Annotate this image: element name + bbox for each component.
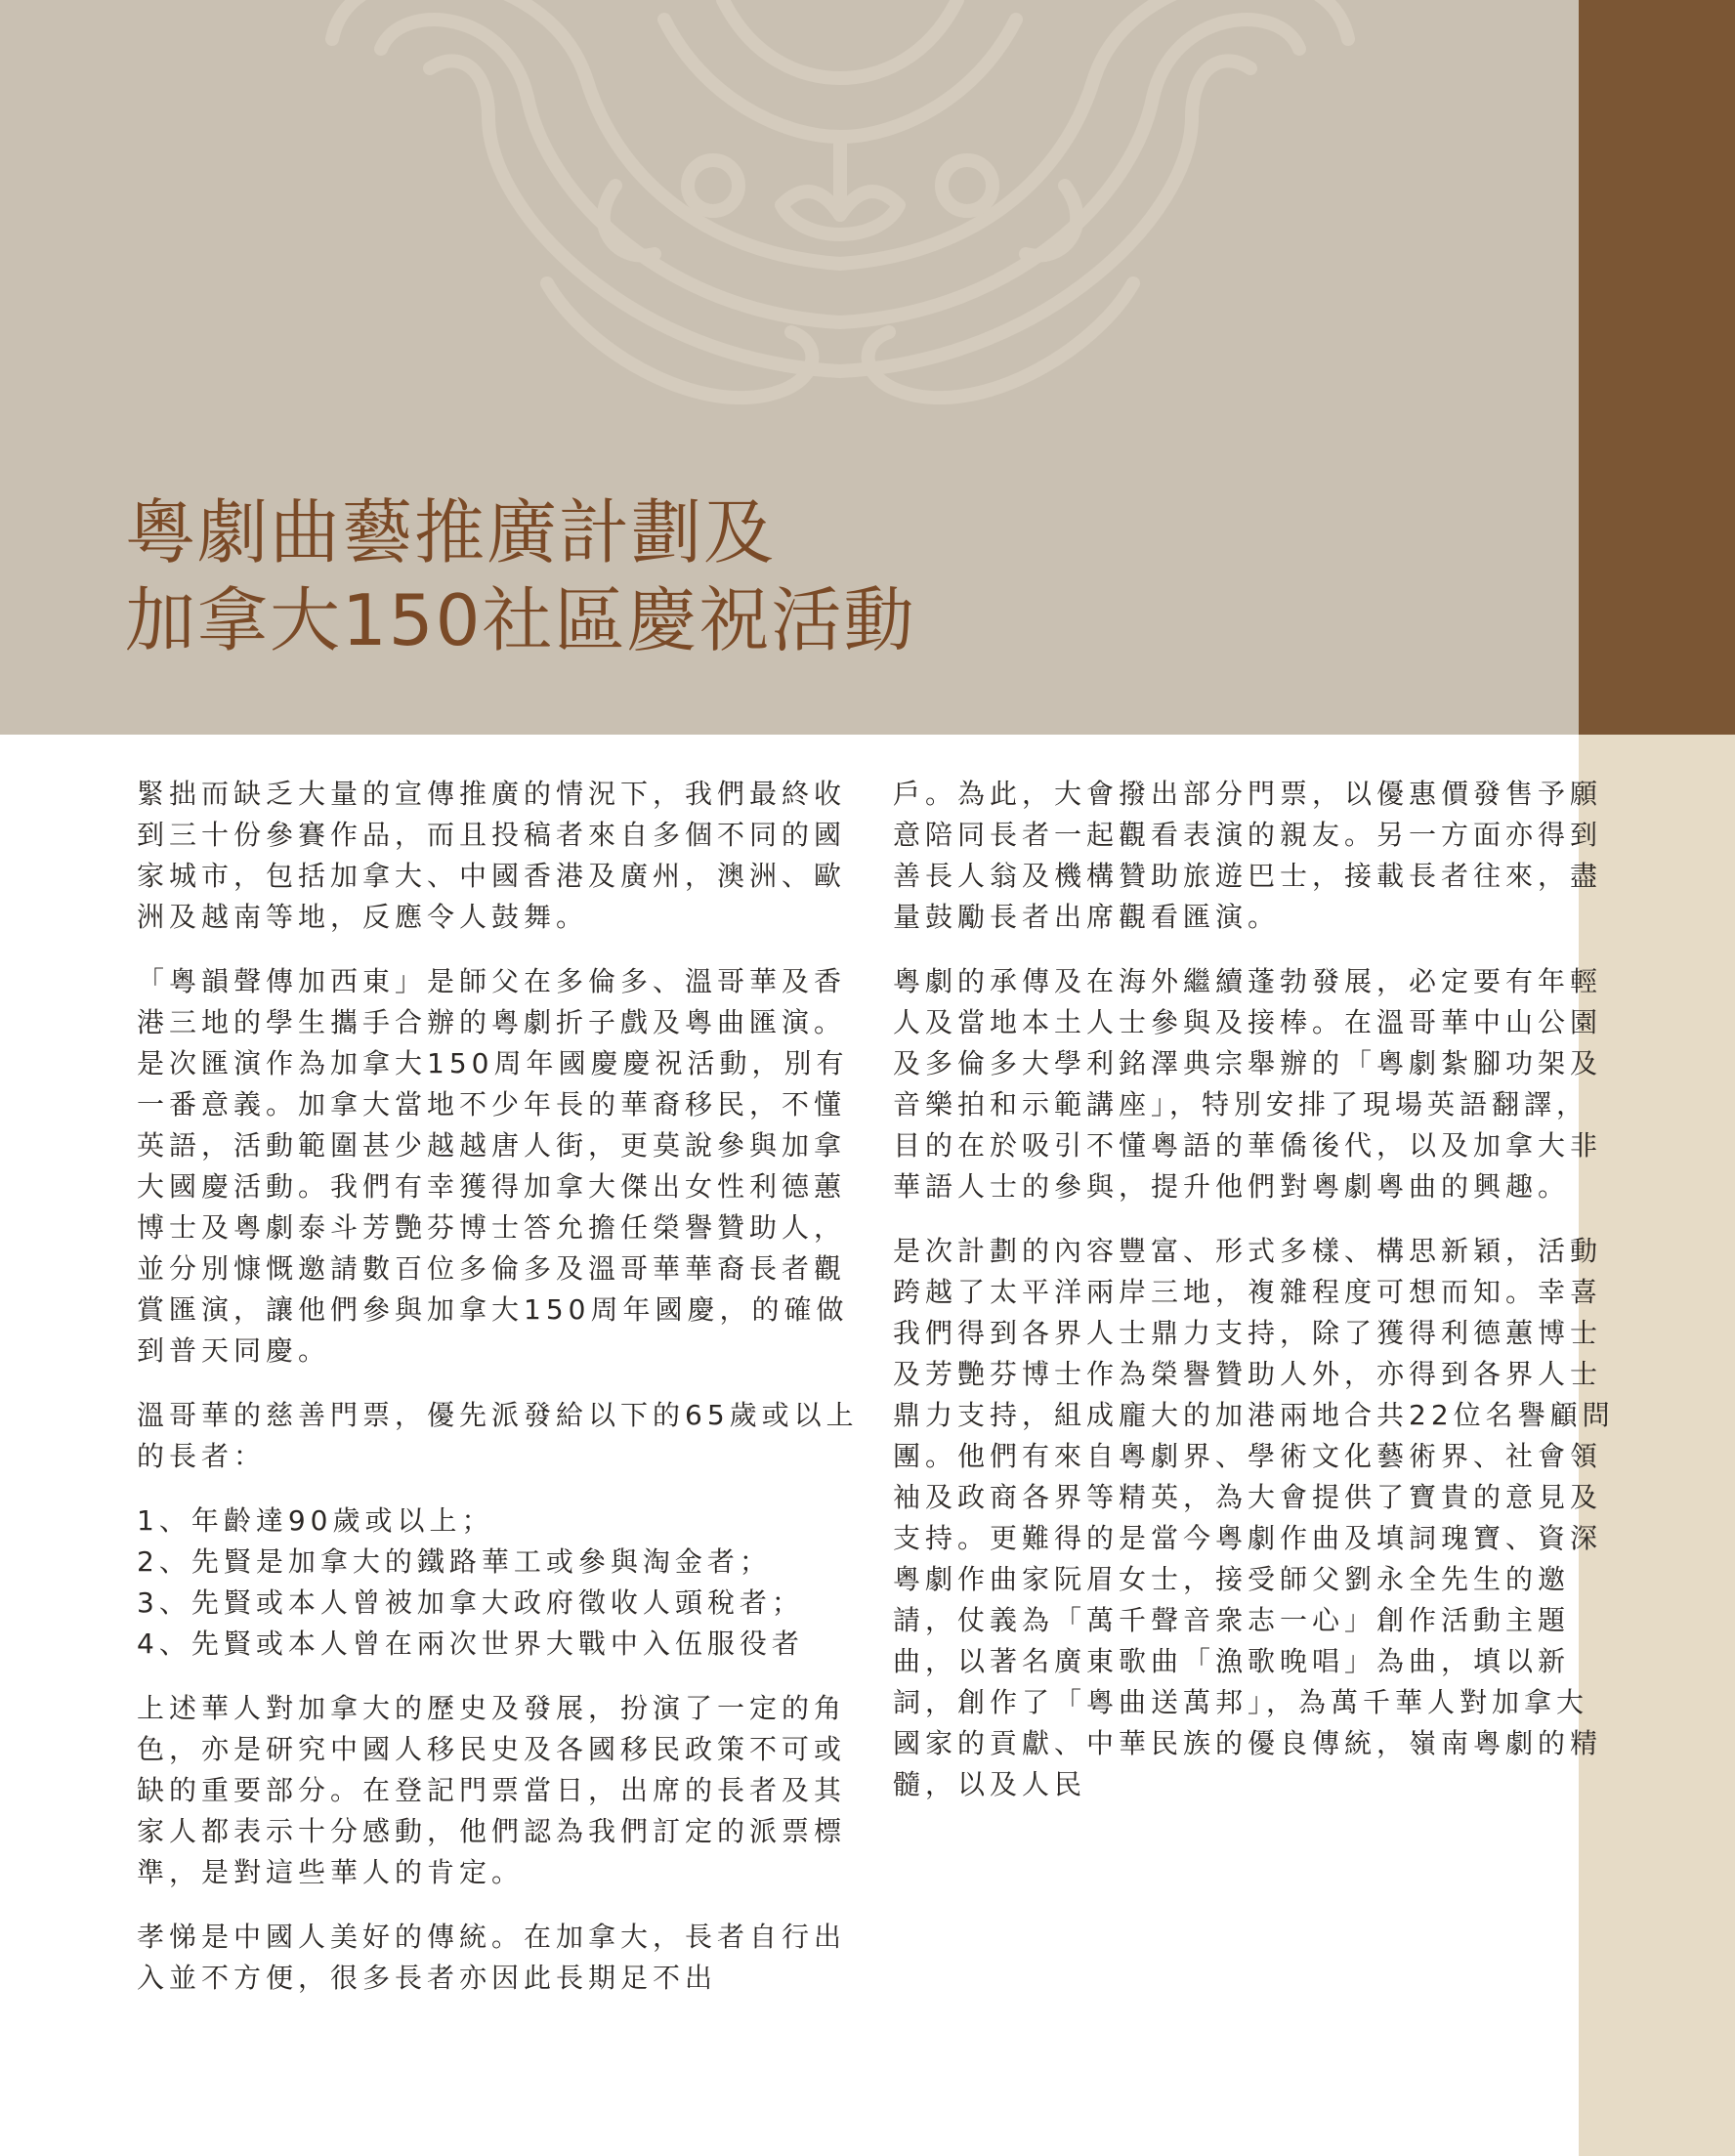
side-strip-dark [1579,0,1735,735]
paragraph: 戶。為此，大會撥出部分門票，以優惠價發售予願意陪同長者一起觀看表演的親友。另一方面亦得到善長人翁及機構贊助旅遊巴士，接載長者往來，盡量鼓勵長者出席觀看匯演。 [893,778,1603,933]
title-line-2: 加拿大150社區慶祝活動 [125,579,916,661]
list-item: 1、年齡達90歲或以上； [137,1504,494,1537]
right-text-column [893,774,1616,1829]
page-title [125,488,915,664]
paragraph: 溫哥華的慈善門票，優先派發給以下的65歲或以上的長者： [137,1399,859,1472]
title-line-1: 粵劇曲藝推廣計劃及 [125,491,777,573]
paragraph: 緊拙而缺乏大量的宣傳推廣的情況下，我們最終收到三十份參賽作品，而且投稿者來自多個不同的國家城市，包括加拿大、中國香港及廣州，澳洲、歐洲及越南等地，反應令人鼓舞。 [137,778,847,933]
floral-ornament-icon [293,0,1387,449]
paragraph: 是次計劃的內容豐富、形式多樣、構思新穎，活動跨越了太平洋兩岸三地，複雜程度可想而知。幸喜我們得到各界人士鼎力支持，除了獲得利德蕙博士及芳艷芬博士作為榮譽贊助人外，亦得到各界人士鼎力支持，組成龐大的加港兩地合共22位名譽顧問團。他們有來自粵劇界、學術文化藝術界、社會領袖及政商各界等精英，為大會提供了寶貴的意見及支持。更難得的是當今粵劇作曲及填詞瑰寶、資深粵劇作曲家阮眉女士，接受師父劉永全先生的邀請，仗義為「萬千聲音衆志一心」創作活動主題曲，以著名廣東歌曲「漁歌晚唱」為曲，填以新詞，創作了「粵曲送萬邦」，為萬千華人對加拿大國家的貢獻、中華民族的優良傳統，嶺南粵劇的精髓，以及人民 [893,1235,1615,1800]
paragraph: 「粵韻聲傳加西東」是師父在多倫多、溫哥華及香港三地的學生攜手合辦的粵劇折子戲及粵曲匯演。是次匯演作為加拿大150周年國慶慶祝活動，別有一番意義。加拿大當地不少年長的華裔移民，不懂英語，活動範圍甚少越越唐人街，更莫說參與加拿大國慶活動。我們有幸獲得加拿大傑出女性利德蕙博士及粵劇泰斗芳艷芬博士答允擔任榮譽贊助人，並分別慷慨邀請數百位多倫多及溫哥華華裔長者觀賞匯演，讓他們參與加拿大150周年國慶，的確做到普天同慶。 [137,965,849,1367]
header-band [0,0,1579,735]
list-item: 3、先賢或本人曾被加拿大政府徵收人頭稅者； [137,1586,804,1619]
left-text-column [137,774,860,2022]
eligibility-list [137,1501,860,1665]
paragraph: 粵劇的承傳及在海外繼續蓬勃發展，必定要有年輕人及當地本土人士參與及接棒。在溫哥華中山公園及多倫多大學利銘澤典宗舉辦的「粵劇紮腳功架及音樂拍和示範講座」，特別安排了現場英語翻譯，目的在於吸引不懂粵語的華僑後代，以及加拿大非華語人士的參與，提升他們對粵劇粵曲的興趣。 [893,965,1603,1203]
paragraph: 上述華人對加拿大的歷史及發展，扮演了一定的角色，亦是研究中國人移民史及各國移民政策不可或缺的重要部分。在登記門票當日，出席的長者及其家人都表示十分感動，他們認為我們訂定的派票標準，是對這些華人的肯定。 [137,1692,847,1888]
list-item: 4、先賢或本人曾在兩次世界大戰中入伍服役者 [137,1628,804,1660]
list-item: 2、先賢是加拿大的鐵路華工或參與淘金者； [137,1545,772,1578]
paragraph: 孝悌是中國人美好的傳統。在加拿大，長者自行出入並不方便，很多長者亦因此長期足不出 [137,1921,847,1994]
